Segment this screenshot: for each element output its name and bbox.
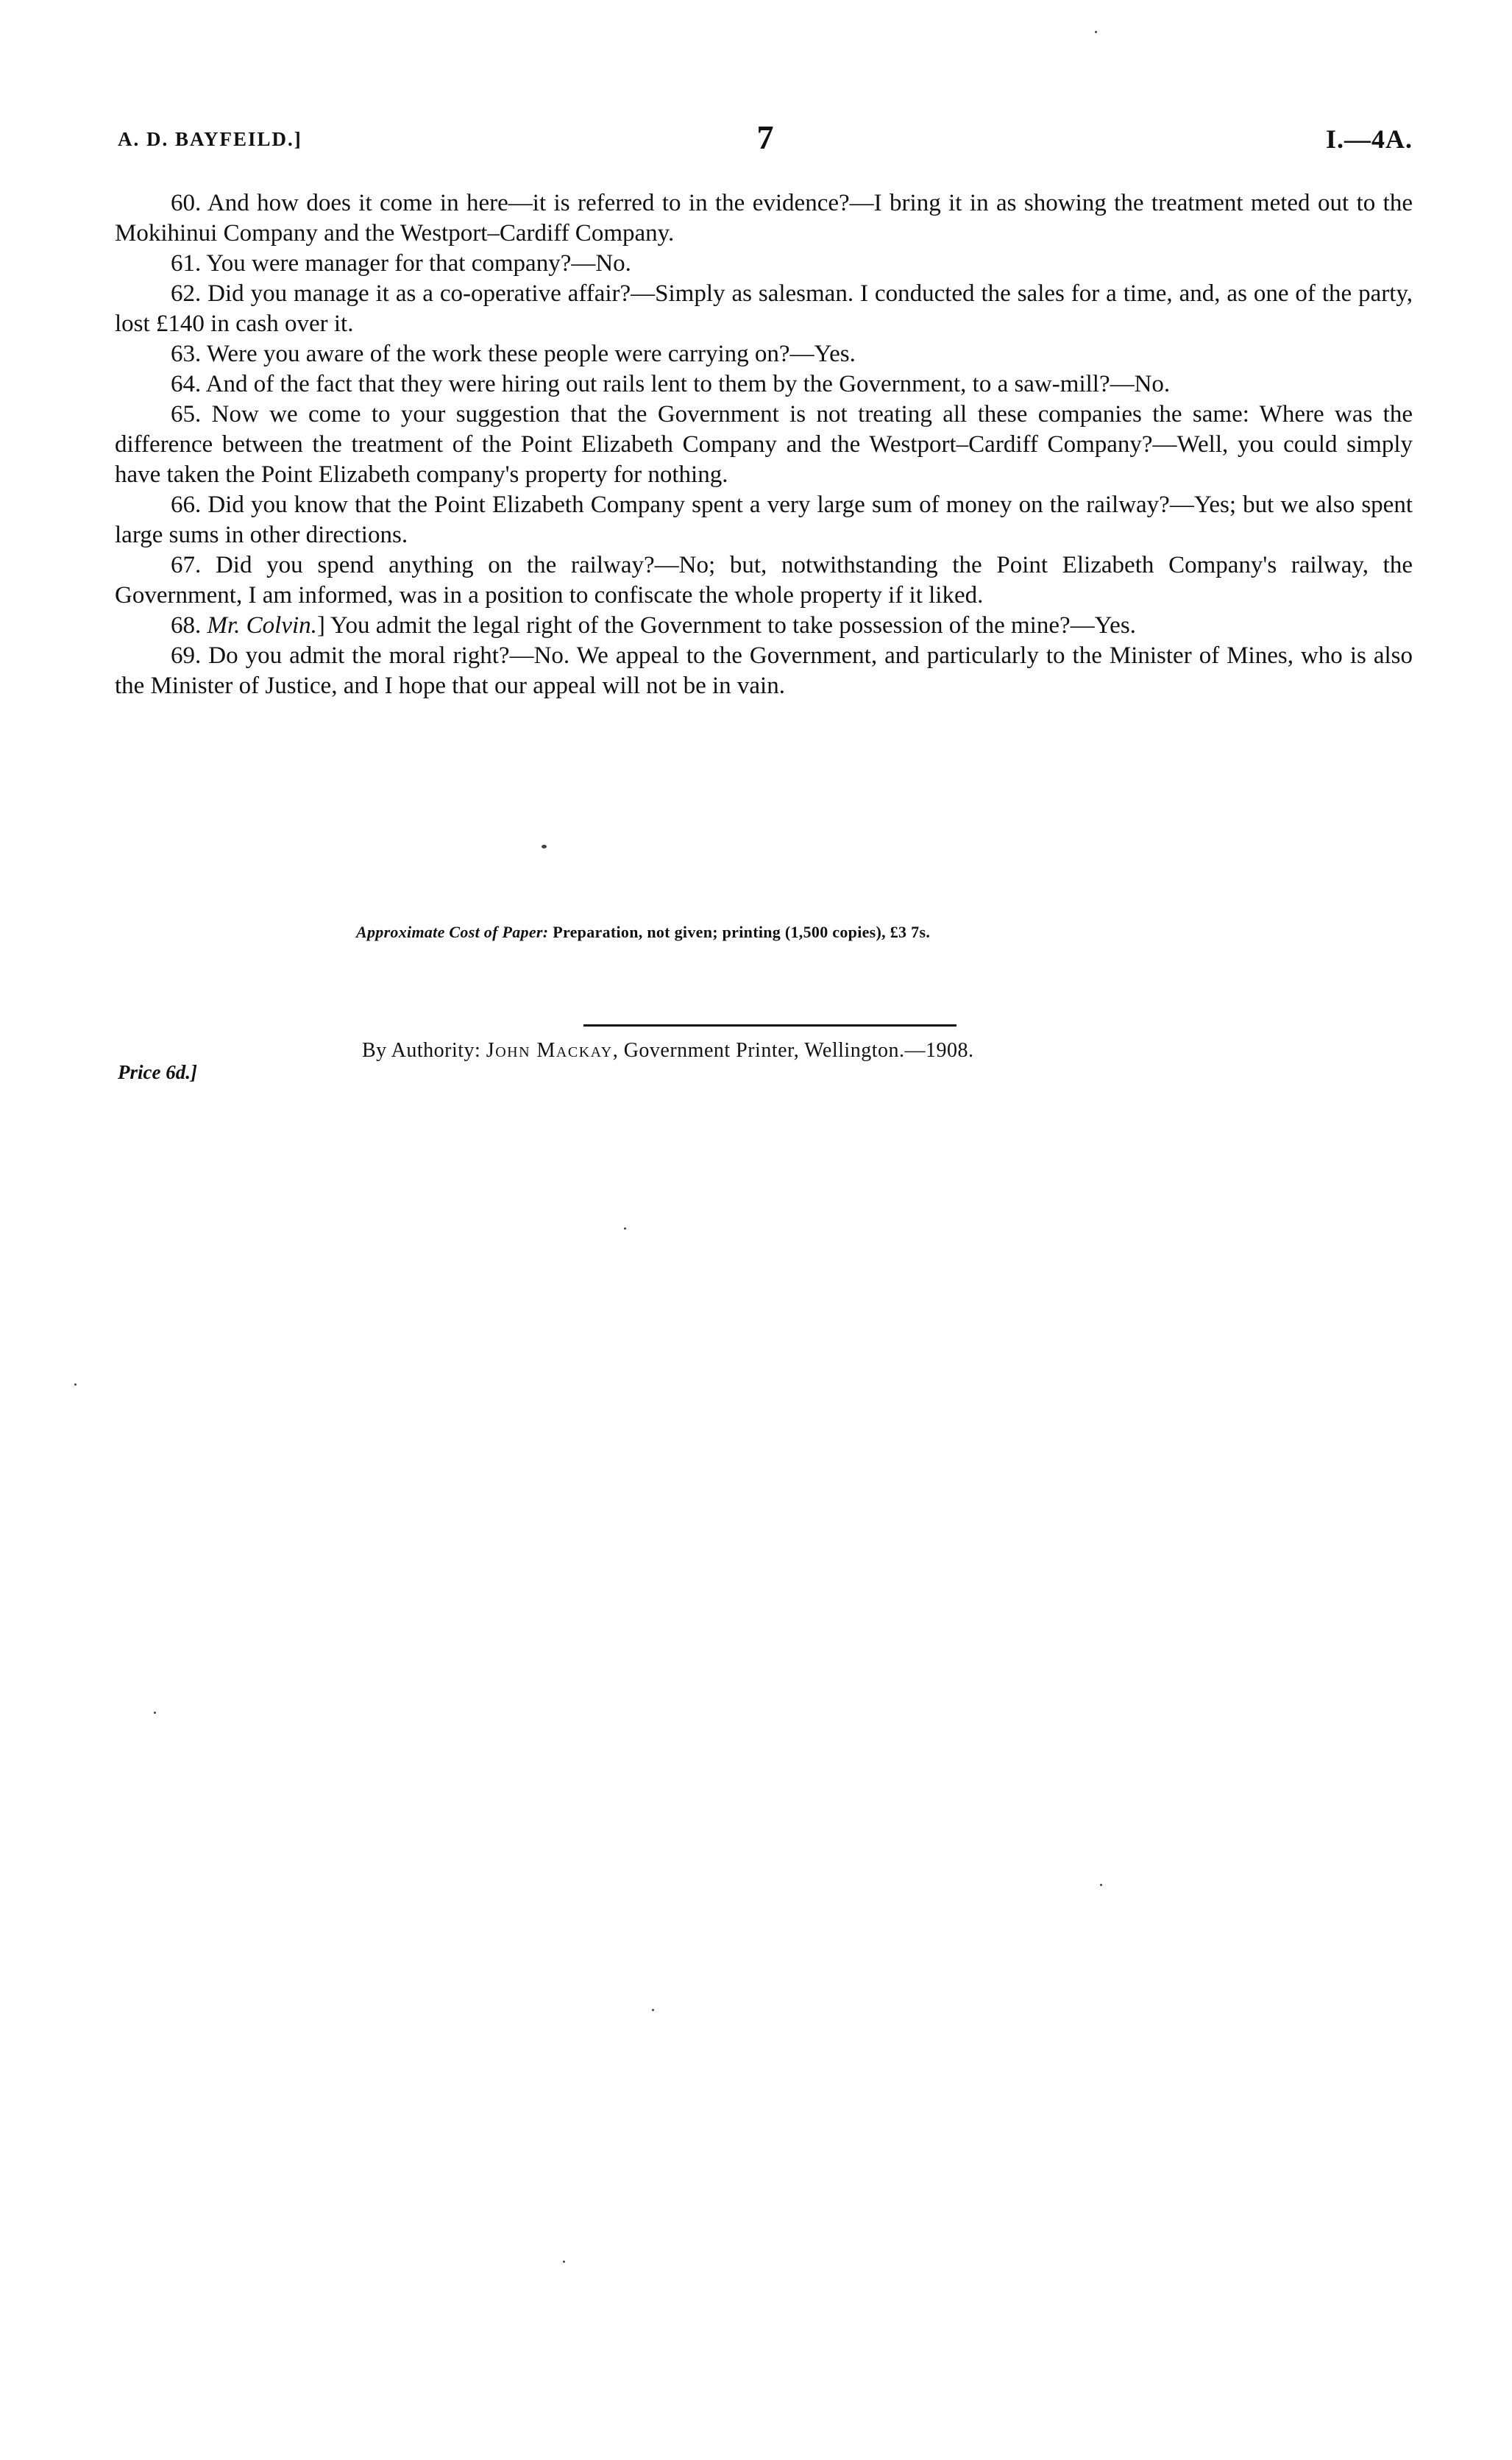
- question-q69: [115, 641, 1413, 701]
- cost-of-paper-note: [356, 923, 930, 942]
- paragraph-text: And how does it come in here—it is referred to in the evidence?—I bring it in as showing the treatment meted out to the Mokihinui Company and the Westport–Cardiff Company.: [115, 190, 1413, 247]
- question-q64: [115, 369, 1413, 400]
- scan-speck: [74, 1383, 77, 1386]
- paragraph-text: 64. And of the fact that they were hiring out rails lent to them by the Government, to a saw-mill?—No.: [171, 371, 1171, 397]
- scan-speck: [624, 1227, 626, 1230]
- paragraph-text: 63. Were you aware of the work these people were carrying on?—Yes.: [171, 341, 856, 367]
- question-q66: [115, 490, 1413, 550]
- printer-name: John Mackay: [486, 1039, 613, 1062]
- cost-label: Approximate Cost of Paper:: [356, 923, 549, 941]
- question-q63: [115, 339, 1413, 369]
- paragraph-text: 69. Do you admit the moral right?—No. We appeal to the Government, and particularly to the Minister of Mines, who is also the Minister of Justice, and I hope that our appeal will not be in vain.: [115, 642, 1413, 699]
- scan-speck: [1100, 1884, 1102, 1886]
- paragraph-text: 67. Did you spend anything on the railway?—No; but, notwithstanding the Point Elizabeth Company's railway, the Government, I am informed, was in a position to confiscate the whole property if it liked.: [115, 552, 1413, 609]
- paragraph-text: 62. Did you manage it as a co-operative affair?—Simply as salesman. I conducted the sales for a time, and, as one of the party, lost £140 in cash over it.: [115, 280, 1413, 337]
- scan-speck: [563, 2261, 565, 2263]
- paragraph-text: 61. You were manager for that company?—No.: [171, 250, 631, 277]
- page-number: 7: [756, 118, 774, 156]
- paper-reference: I.—4A.: [1325, 124, 1413, 154]
- paragraph-text: 68.: [171, 612, 207, 639]
- question-q68: [115, 611, 1413, 641]
- question-q65: [115, 400, 1413, 490]
- question-q62: [115, 279, 1413, 339]
- paragraph-text: 66. Did you know that the Point Elizabeth Company spent a very large sum of money on the railway?—Yes; but we also spent large sums in other directions.: [115, 492, 1413, 548]
- scan-speck: [154, 1712, 156, 1714]
- running-head: [118, 118, 1413, 162]
- paragraph-text: ] You admit the legal right of the Government to take possession of the mine?—Yes.: [316, 612, 1136, 639]
- speaker-name: Mr. Colvin.: [207, 612, 317, 639]
- question-q60: [115, 188, 1413, 249]
- scan-speck: [1095, 31, 1097, 33]
- imprint-prefix: By Authority:: [362, 1039, 486, 1062]
- evidence-text: [115, 188, 1413, 701]
- paragraph-text: 60.: [171, 190, 207, 216]
- question-q67: [115, 550, 1413, 611]
- question-q61: [115, 249, 1413, 279]
- divider-rule: [583, 1024, 956, 1027]
- cost-detail: Preparation, not given; printing (1,500 copies), £3 7s.: [548, 923, 931, 941]
- scan-speck: [652, 2009, 654, 2011]
- scan-speck: [542, 845, 547, 848]
- paragraph-text: 65. Now we come to your suggestion that the Government is not treating all these companies the same: Where was the difference between the treatment of the Point Elizabeth Company and the Westport–Cardiff Company?—Well, you could simply have taken the Point Elizabeth company's property for nothing.: [115, 401, 1413, 488]
- imprint-suffix: , Government Printer, Wellington.—1908.: [612, 1039, 974, 1062]
- price-note: Price 6d.]: [118, 1061, 197, 1083]
- printer-imprint: [362, 1039, 973, 1063]
- running-head-witness: A. D. BAYFEILD.]: [118, 128, 302, 150]
